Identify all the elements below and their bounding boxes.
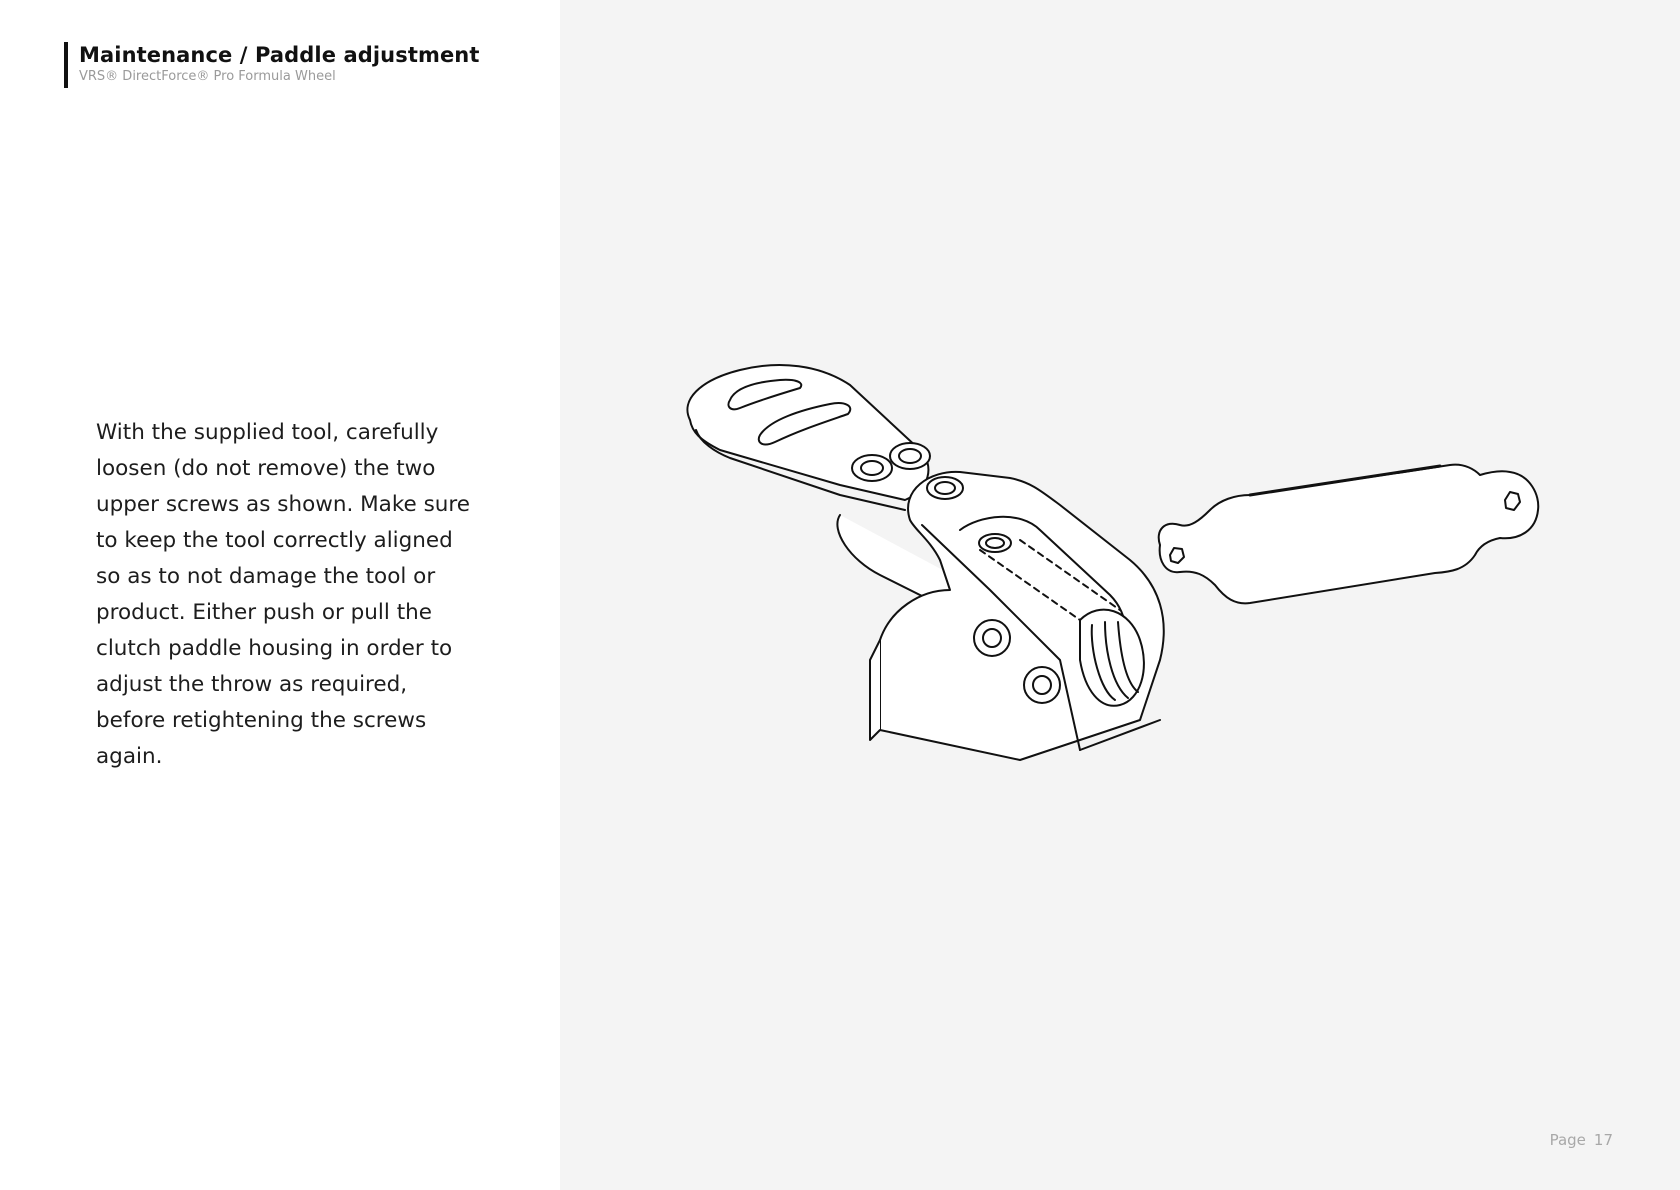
adjustment-tool	[1159, 465, 1539, 604]
paddle-blade	[687, 365, 930, 510]
page-label: Page	[1549, 1131, 1586, 1149]
instruction-text: With the supplied tool, carefully loosen (do not remove) the two upper screws as shown. Make sure to keep the tool correctly aligned so as to not damage the tool or product. Either push or pull the clutch paddle housing in order to adjust the throw as required, before retightening the screws again.	[96, 420, 471, 769]
product-subtitle: VRS® DirectForce® Pro Formula Wheel	[79, 69, 336, 84]
page-number	[1550, 1131, 1613, 1149]
paddle-adjustment-illustration	[660, 360, 1580, 820]
page-title: Maintenance / Paddle adjustment	[79, 43, 480, 67]
clutch-housing	[837, 472, 1163, 760]
text-panel	[0, 0, 560, 1190]
page-number-value: 17	[1593, 1131, 1613, 1149]
document-header	[64, 42, 479, 88]
